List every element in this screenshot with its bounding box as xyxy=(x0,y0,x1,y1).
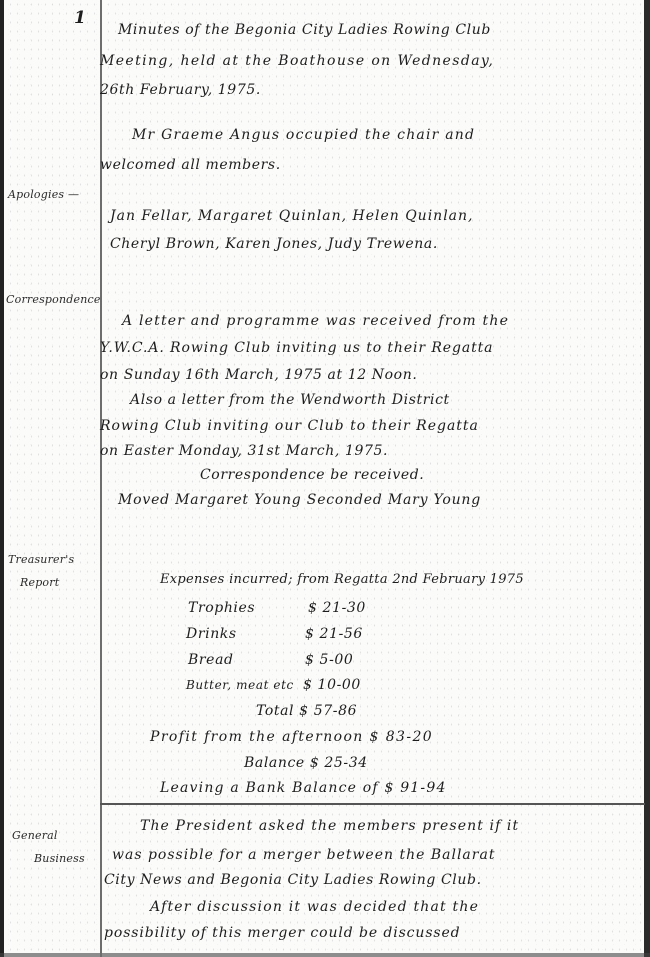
general-business-line: was possible for a merger between the Ballarat xyxy=(112,847,496,863)
section-divider xyxy=(100,803,645,805)
scan-edge-left xyxy=(0,0,4,957)
margin-note-business: Business xyxy=(34,852,85,865)
heading-line: Meeting, held at the Boathouse on Wednesday, xyxy=(100,53,495,69)
correspondence-line: on Easter Monday, 31st March, 1975. xyxy=(100,443,389,459)
margin-note-general: General xyxy=(12,829,58,842)
correspondence-line: A letter and programme was received from the xyxy=(122,313,510,329)
expense-label: Bread xyxy=(188,652,234,668)
correspondence-line: Rowing Club inviting our Club to their Regatta xyxy=(100,418,479,434)
scan-edge-bottom xyxy=(0,953,650,957)
correspondence-line: Y.W.C.A. Rowing Club inviting us to their Regatta xyxy=(100,340,494,356)
balance-line: Balance $ 25-34 xyxy=(244,755,368,771)
expenses-intro: Expenses incurred; from Regatta 2nd February 1975 xyxy=(160,572,524,587)
margin-note-apologies: Apologies — xyxy=(8,188,80,201)
margin-note-treasurers: Treasurer's xyxy=(8,553,75,566)
margin-rule xyxy=(100,0,102,957)
general-business-line: The President asked the members present if it xyxy=(140,818,520,834)
apologies-line: Jan Fellar, Margaret Quinlan, Helen Quinlan, xyxy=(110,208,474,224)
page-number: 1 xyxy=(74,8,87,28)
expense-label: Butter, meat etc xyxy=(186,678,294,692)
general-business-line: After discussion it was decided that the xyxy=(150,899,480,915)
heading-line: 26th February, 1975. xyxy=(100,82,261,98)
expense-amount: $ 10-00 xyxy=(303,677,361,693)
heading-line: Minutes of the Begonia City Ladies Rowing Club xyxy=(118,22,491,38)
scan-edge-right xyxy=(644,0,650,957)
margin-note-report: Report xyxy=(20,576,60,589)
expense-amount: $ 21-30 xyxy=(308,600,366,616)
margin-note-correspondence: Correspondence xyxy=(6,293,101,306)
apologies-line: Cheryl Brown, Karen Jones, Judy Trewena. xyxy=(110,236,438,252)
general-business-line: City News and Begonia City Ladies Rowing Club. xyxy=(104,872,482,888)
expense-amount: $ 21-56 xyxy=(305,626,363,642)
correspondence-line: on Sunday 16th March, 1975 at 12 Noon. xyxy=(100,367,418,383)
profit-line: Profit from the afternoon $ 83-20 xyxy=(150,729,434,745)
correspondence-motion: Correspondence be received. xyxy=(200,467,425,483)
moved-seconded: Moved Margaret Young Seconded Mary Young xyxy=(118,492,482,508)
chair-line: welcomed all members. xyxy=(100,157,281,173)
expense-amount: $ 5-00 xyxy=(305,652,354,668)
bank-balance-line: Leaving a Bank Balance of $ 91-94 xyxy=(160,780,447,796)
chair-line: Mr Graeme Angus occupied the chair and xyxy=(132,127,476,143)
expense-label: Trophies xyxy=(188,600,256,616)
expense-label: Drinks xyxy=(186,626,237,642)
general-business-line: possibility of this merger could be discussed xyxy=(104,925,461,941)
expenses-total: Total $ 57-86 xyxy=(256,703,358,719)
correspondence-line: Also a letter from the Wendworth District xyxy=(130,392,450,408)
